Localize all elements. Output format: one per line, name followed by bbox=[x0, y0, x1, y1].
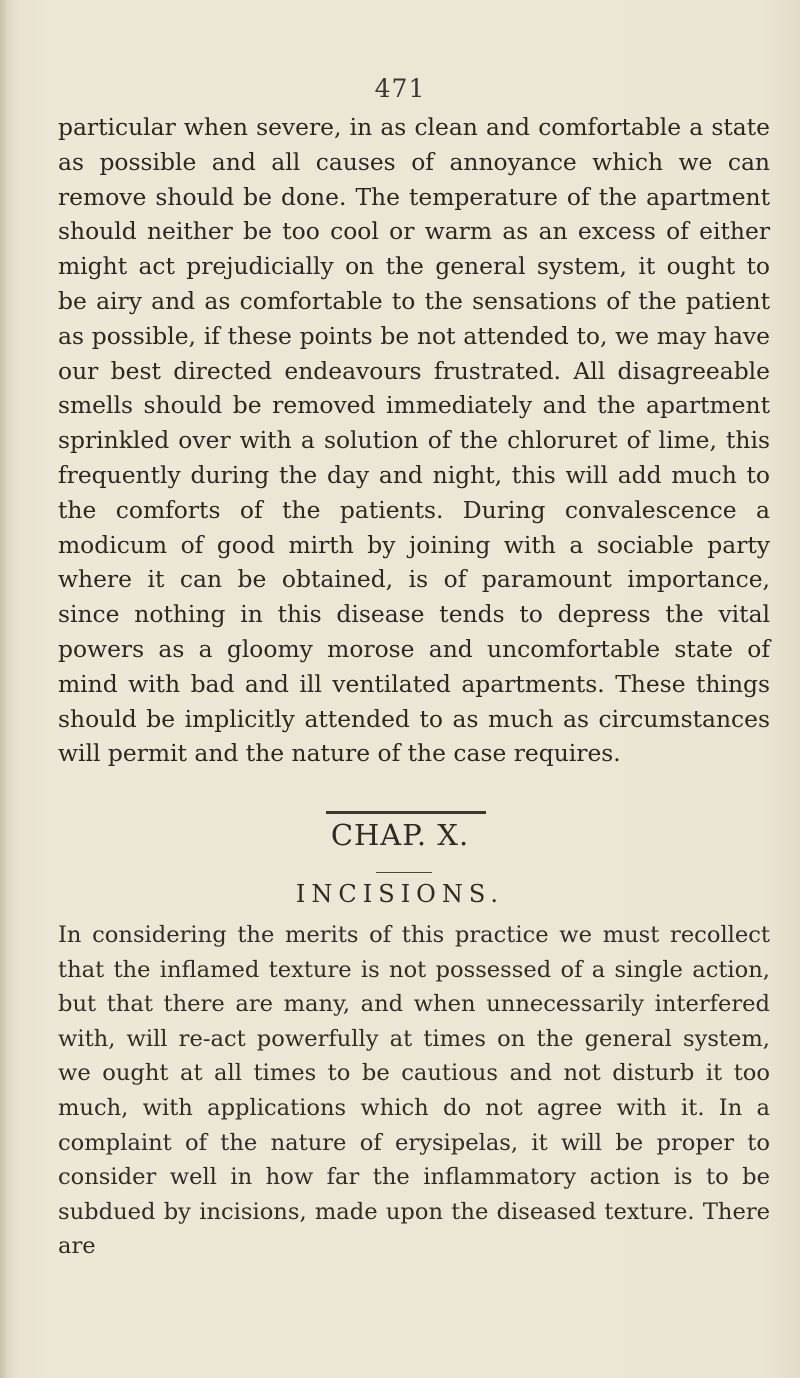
section-divider-rule bbox=[376, 872, 432, 873]
binding-shadow bbox=[0, 0, 8, 1378]
chapter-heading: CHAP. X. bbox=[330, 818, 470, 852]
page-number: 471 bbox=[374, 74, 426, 103]
body-paragraph-1: particular when severe, in as clean and comfortable a state as possible and all causes of annoyance which we can remove should be done. The temperature of the apartment should neither be too cool or warm as an excess of either might act prejudicially on the general system, it ought to be airy and as comfortable to the sensations of the patient as possible, if these points be not attended to, we may have our best directed endeavours frustrated. All disagreeable smells should be removed immediately and the apartment sprinkled over with a solution of the chloruret of lime, this frequently during the day and night, this will add much to the comforts of the patients. During convalescence a modicum of good mirth by joining with a sociable party where it can be obtained, is of paramount importance, since nothing in this disease tends to depress the vital powers as a gloomy morose and uncomfortable state of mind with bad and ill ventilated apartments. These things should be implicitly attended to as much as circumstances will permit and the nature of the case requires. bbox=[58, 113, 770, 768]
section-heading: INCISIONS. bbox=[295, 880, 505, 908]
chapter-divider-rule bbox=[326, 811, 486, 814]
body-paragraph-2: In considering the merits of this practice we must recollect that the inflamed texture is not possessed of a single action, but that there are many, and when unnecessarily interfered with, will re-act powerfully at times on the general system, we ought at all times to be cautious and not disturb it too much, with applications which do not agree with it. In a complaint of the nature of erysipelas, it will be proper to consider well in how far the inflammatory action is to be subdued by incisions, made upon the diseased texture. There are bbox=[58, 922, 770, 1260]
